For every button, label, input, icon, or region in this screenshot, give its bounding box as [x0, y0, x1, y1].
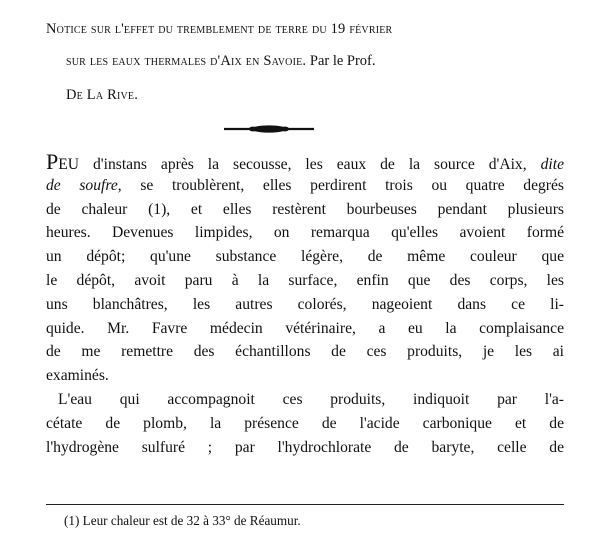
footnote: (1) Leur chaleur est de 32 à 33° de Réaumur.: [64, 513, 301, 528]
body-line: [46, 174, 564, 198]
title-line-2: [66, 54, 376, 69]
body-line: uns blanchâtres, les autres colorés, nageoient dans ce li-: [46, 295, 564, 313]
body-line: un dépôt; qu'une substance légère, de même couleur que: [46, 248, 564, 266]
body-italic-segment: de soufre: [46, 176, 118, 194]
body-line: de chaleur (1), et elles restèrent bourbeuses pendant plusieurs: [46, 200, 564, 218]
body-italic-segment: dite: [540, 156, 564, 173]
body-line: de me remettre des échantillons de ces produits, je les ai: [46, 343, 564, 361]
footnote-divider: [46, 504, 564, 505]
body-text-segment: , se troublèrent, elles perdirent trois ou quatre degrés: [117, 176, 564, 194]
body-line: l'hydrogène sulfuré ; par l'hydrochlorate de baryte, celle de: [46, 438, 564, 456]
title-line-3: De La Rive.: [66, 87, 139, 103]
body-line: heures. Devenues limpides, on remarqua qu'elles avoient formé: [46, 224, 564, 242]
title-line-1: Notice sur l'effet du tremblement de terre du 19 février: [46, 21, 393, 37]
body-line: L'eau qui accompagnoit ces produits, indiquoit par l'a-: [58, 390, 564, 408]
body-line: le dépôt, avoit paru à la surface, enfin que des corps, les: [46, 271, 564, 289]
ornament-divider-icon: [222, 124, 316, 134]
body-line: quide. Mr. Favre médecin vétérinaire, a eu la complaisance: [46, 319, 564, 337]
body-line: cétate de plomb, la présence de l'acide carbonique et de: [46, 414, 564, 432]
body-line: examinés.: [46, 367, 109, 385]
title-line-2-regular: Par le Prof.: [306, 53, 376, 69]
body-line: [46, 150, 564, 174]
drop-cap: P: [46, 149, 59, 174]
body-text-segment: EU d'instans après la secousse, les eaux de la source d'Aix,: [58, 156, 541, 173]
article-body: [46, 150, 564, 459]
title-line-2-smallcaps: sur les eaux thermales d'Aix en Savoie.: [66, 53, 307, 69]
